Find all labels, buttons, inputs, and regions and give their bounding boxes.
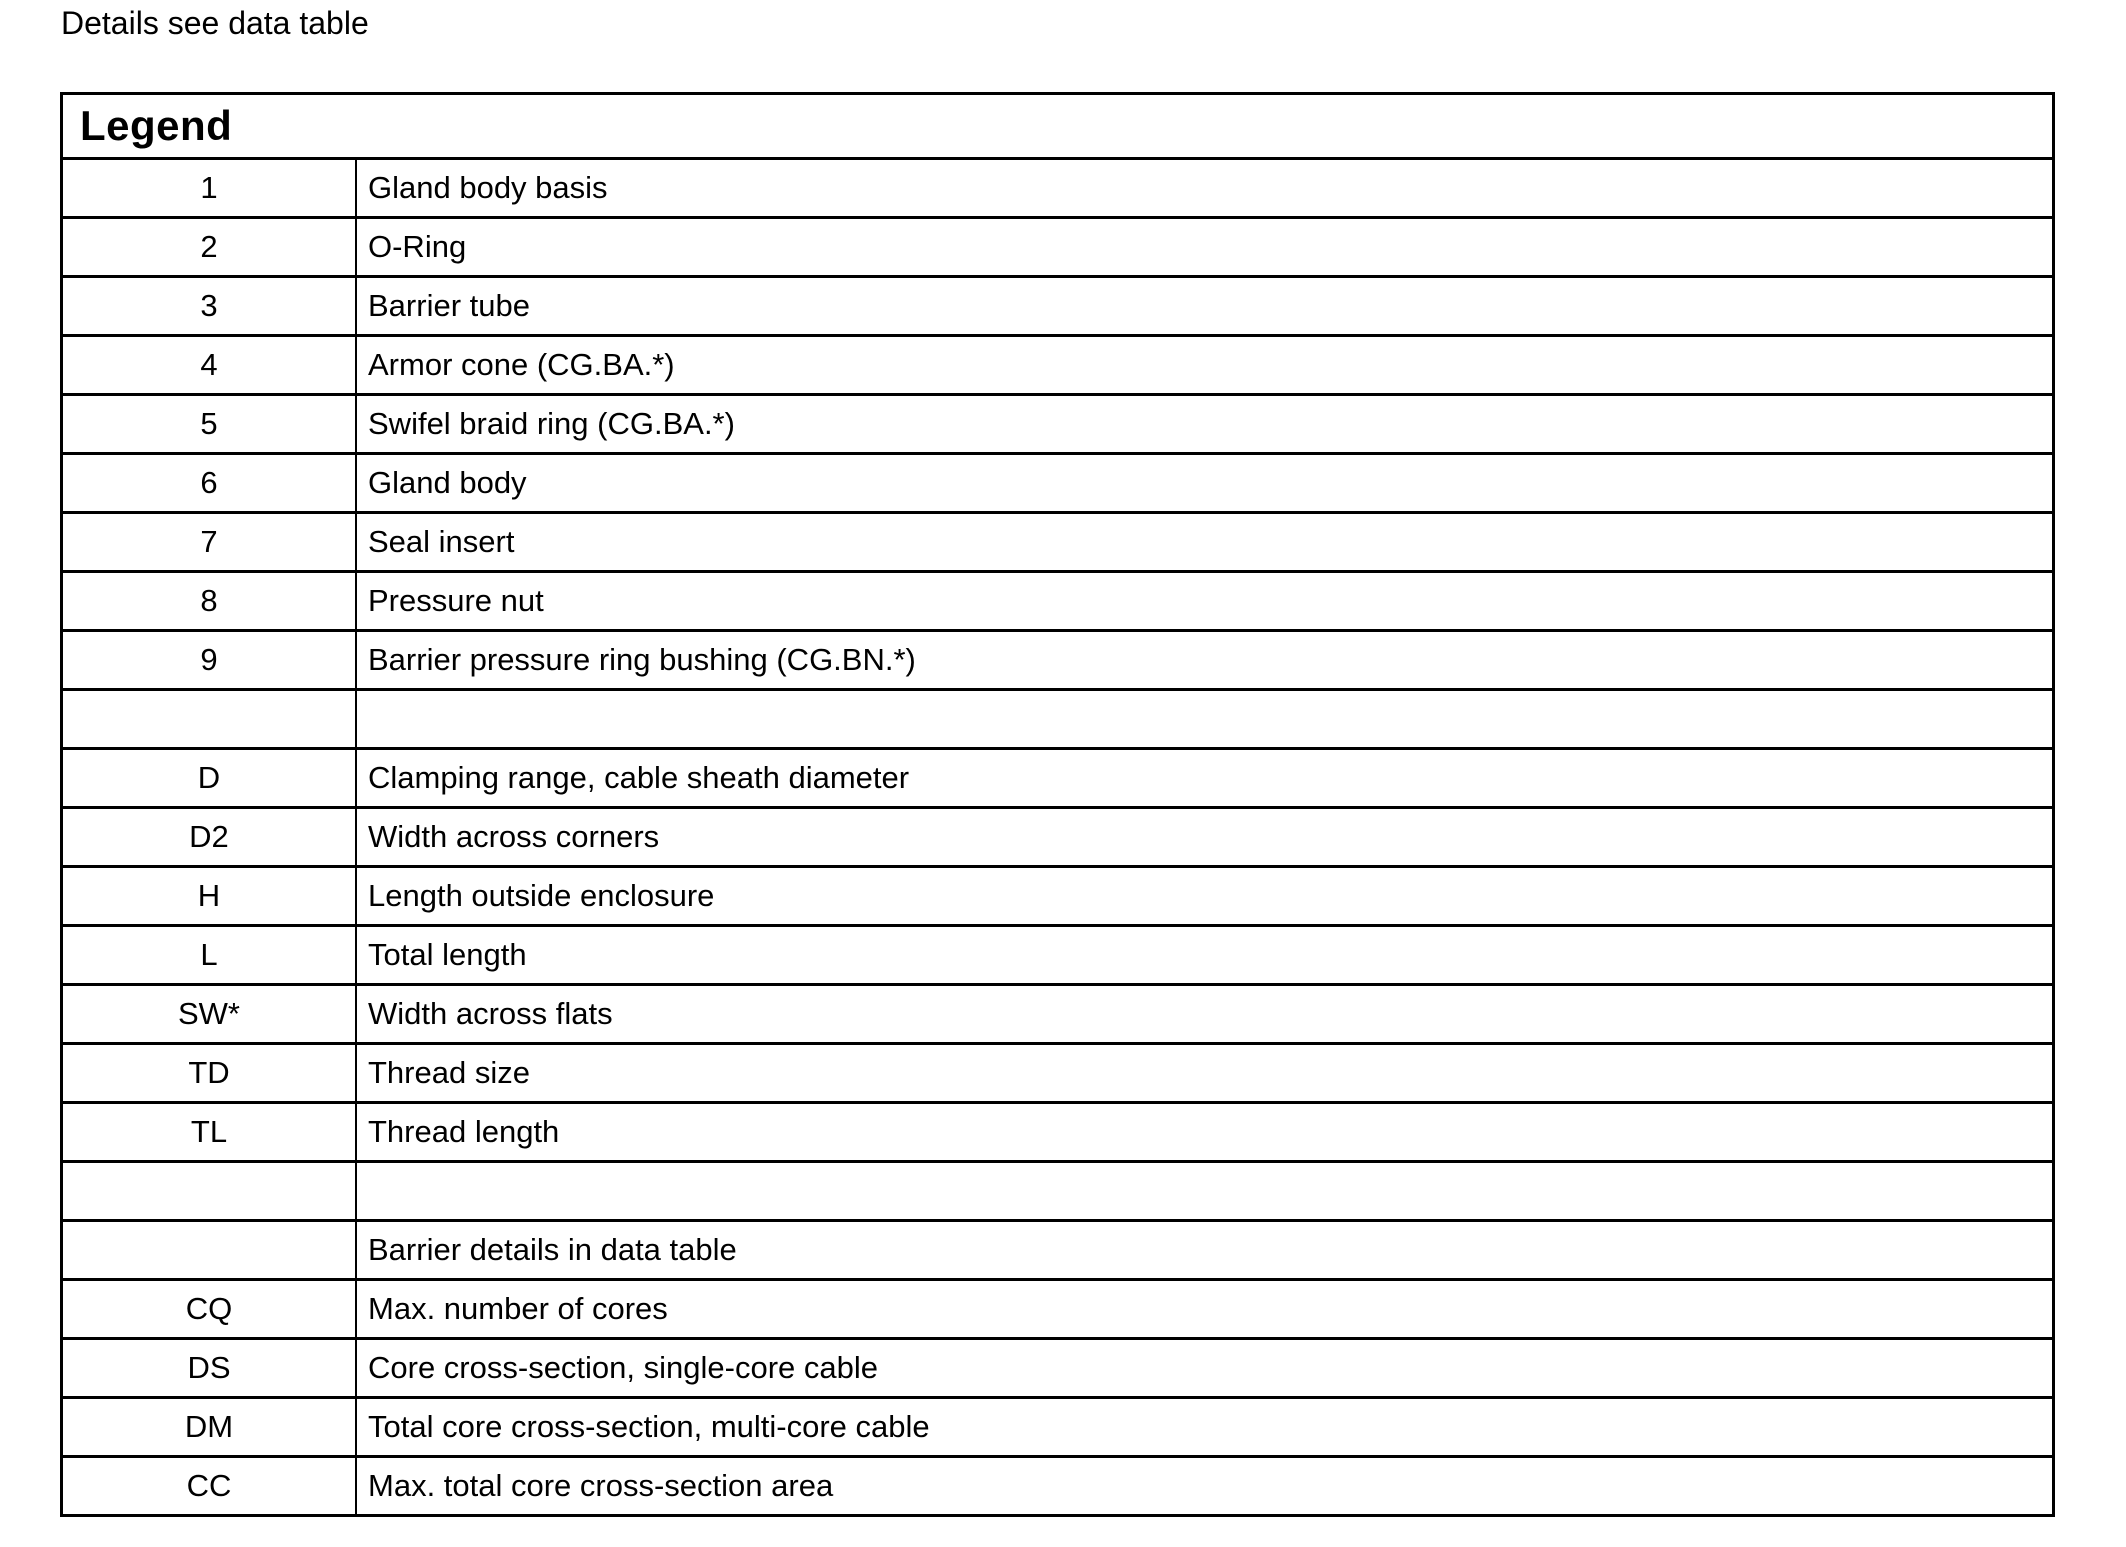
table-row (63, 1281, 2052, 1340)
row-key: 2 (63, 219, 357, 275)
row-description (357, 691, 2052, 747)
row-key: D2 (63, 809, 357, 865)
table-row (63, 1399, 2052, 1458)
details-note: Details see data table (61, 5, 369, 41)
table-row (63, 927, 2052, 986)
table-row (63, 1340, 2052, 1399)
table-row (63, 632, 2052, 691)
table-row (63, 219, 2052, 278)
row-key: 1 (63, 160, 357, 216)
table-row (63, 1222, 2052, 1281)
table-row (63, 337, 2052, 396)
legend-table (60, 92, 2055, 1517)
table-row (63, 573, 2052, 632)
row-key: SW* (63, 986, 357, 1042)
row-description: Max. total core cross-section area (368, 1468, 834, 1503)
row-description (357, 1163, 2052, 1219)
table-row (63, 514, 2052, 573)
row-key: 4 (63, 337, 357, 393)
table-row (63, 1104, 2052, 1163)
legend-rows (63, 160, 2052, 1514)
table-row (63, 396, 2052, 455)
row-description: Barrier tube (368, 288, 530, 323)
row-description: Thread size (368, 1055, 530, 1090)
table-row (63, 455, 2052, 514)
row-key: 8 (63, 573, 357, 629)
row-key: CC (63, 1458, 357, 1514)
row-description: Width across corners (368, 819, 660, 854)
row-description: Total core cross-section, multi-core cable (368, 1409, 930, 1444)
table-row (63, 868, 2052, 927)
table-row (63, 1163, 2052, 1222)
row-description: Total length (368, 937, 527, 972)
table-row (63, 809, 2052, 868)
table-row (63, 1045, 2052, 1104)
row-description: Gland body (368, 465, 527, 500)
row-key: 6 (63, 455, 357, 511)
table-row (63, 1458, 2052, 1514)
row-key (63, 691, 357, 747)
row-description: Barrier details in data table (368, 1232, 737, 1267)
row-description: Max. number of cores (368, 1291, 668, 1326)
row-key: L (63, 927, 357, 983)
row-description: Width across flats (368, 996, 613, 1031)
table-row (63, 278, 2052, 337)
row-key: DM (63, 1399, 357, 1455)
row-description: Seal insert (368, 524, 515, 559)
row-key: TD (63, 1045, 357, 1101)
row-key: D (63, 750, 357, 806)
row-description: Barrier pressure ring bushing (CG.BN.*) (368, 642, 916, 677)
row-key: 7 (63, 514, 357, 570)
table-row (63, 750, 2052, 809)
row-key: H (63, 868, 357, 924)
table-row (63, 691, 2052, 750)
row-description: Thread length (368, 1114, 560, 1149)
legend-title: Legend (63, 95, 2052, 160)
row-description: Swifel braid ring (CG.BA.*) (368, 406, 735, 441)
row-description: Core cross-section, single-core cable (368, 1350, 878, 1385)
row-key: 5 (63, 396, 357, 452)
row-description: Clamping range, cable sheath diameter (368, 760, 910, 795)
row-key: CQ (63, 1281, 357, 1337)
row-key: 9 (63, 632, 357, 688)
row-description: Armor cone (CG.BA.*) (368, 347, 675, 382)
row-description: O-Ring (368, 229, 467, 264)
row-key: 3 (63, 278, 357, 334)
table-row (63, 986, 2052, 1045)
row-key: TL (63, 1104, 357, 1160)
row-description: Length outside enclosure (368, 878, 715, 913)
table-row (63, 160, 2052, 219)
row-description: Pressure nut (368, 583, 544, 618)
row-key: DS (63, 1340, 357, 1396)
row-key (63, 1222, 357, 1278)
row-description: Gland body basis (368, 170, 608, 205)
row-key (63, 1163, 357, 1219)
